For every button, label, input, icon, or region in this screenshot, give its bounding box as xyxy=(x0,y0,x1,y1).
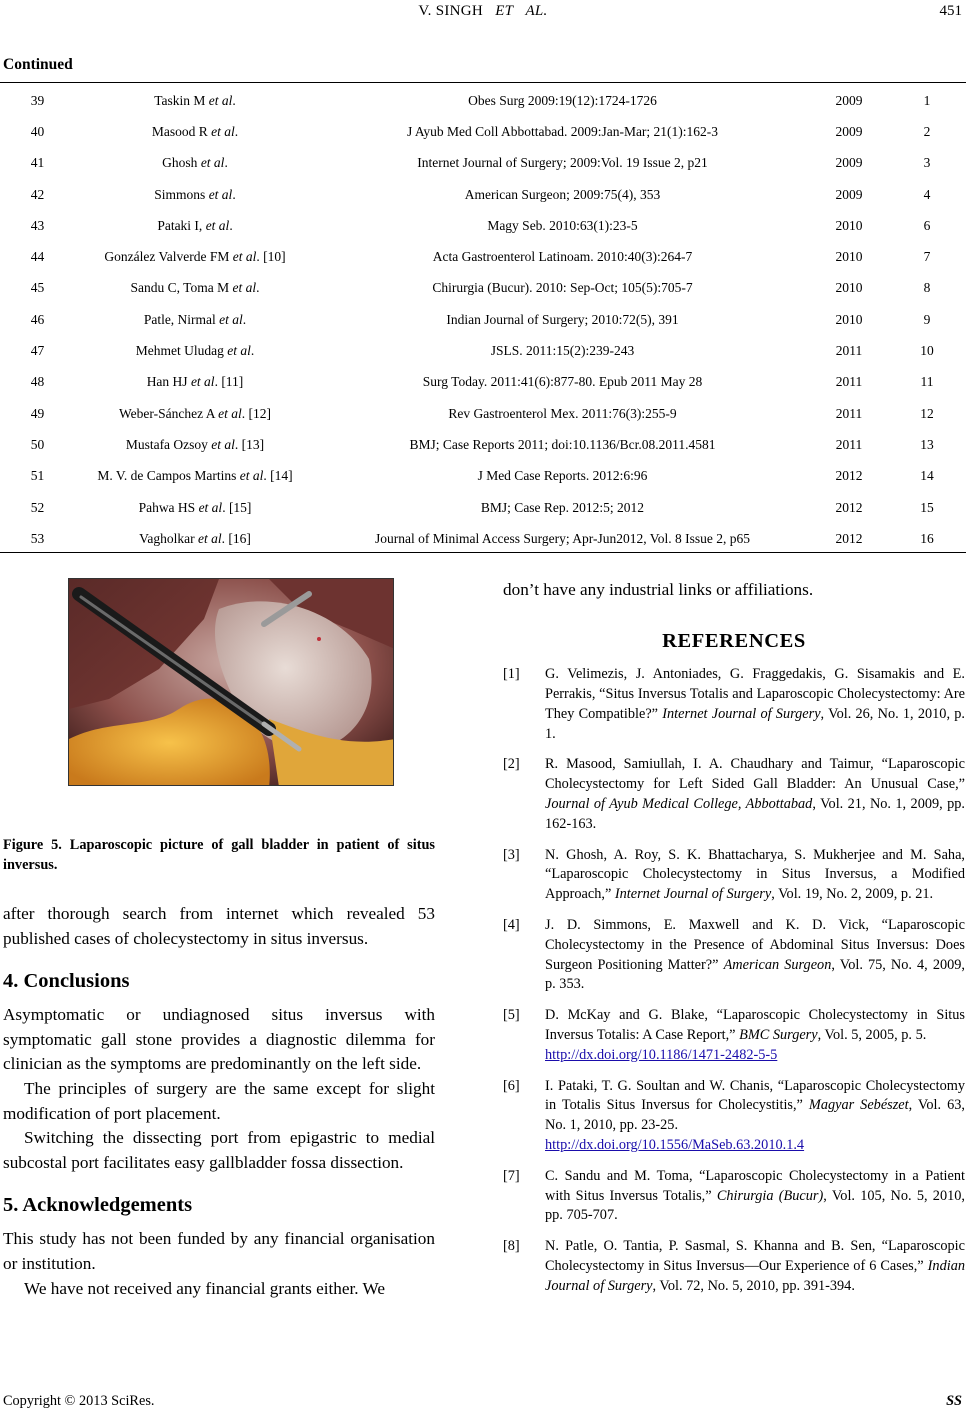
author-et-al: et al xyxy=(205,217,230,233)
reference-text xyxy=(545,916,965,995)
case-count-cell: 11 xyxy=(920,374,934,390)
body-paragraph: This study has not been funded by any financial organisation or institution. xyxy=(3,1229,435,1273)
reference-number: [5] xyxy=(503,1007,520,1024)
references-heading: REFERENCES xyxy=(662,629,806,652)
author-suffix: . [13] xyxy=(234,436,265,452)
author-cell xyxy=(75,116,315,147)
author-suffix: . [12] xyxy=(241,405,271,421)
case-number-cell: 48 xyxy=(30,374,45,390)
case-count-cell: 15 xyxy=(920,499,934,515)
author-et-al: et al xyxy=(227,343,251,359)
year-cell: 2011 xyxy=(835,343,863,359)
author-name: Han HJ xyxy=(146,374,188,390)
reference-authors-title: D. McKay and G. Blake, “Laparoscopic Cholecystectomy in Situs Inversus Totalis: A Case Report,” xyxy=(545,1007,965,1043)
references-list xyxy=(503,665,965,1296)
author-suffix: . xyxy=(232,186,236,202)
author-suffix: . [11] xyxy=(214,374,244,390)
author-name: Mehmet Uludag xyxy=(135,343,224,359)
reference-item xyxy=(503,1006,965,1065)
author-cell xyxy=(75,461,315,492)
case-count-cell: 8 xyxy=(923,280,931,296)
author-et-al: et al xyxy=(208,92,233,108)
case-count-cell: 10 xyxy=(920,343,934,359)
year-cell: 2012 xyxy=(835,468,863,484)
running-head xyxy=(0,0,966,24)
table-row xyxy=(0,241,966,272)
case-number-cell: 45 xyxy=(30,280,45,296)
reference-number: [8] xyxy=(503,1238,520,1255)
case-count-cell: 6 xyxy=(923,217,931,233)
source-cell: Chirurgia (Bucur). 2010: Sep-Oct; 105(5):705-7 xyxy=(432,280,693,296)
reference-item xyxy=(503,665,965,744)
case-number-cell: 50 xyxy=(30,436,45,452)
reference-journal: BMC Surgery xyxy=(739,1026,818,1043)
case-number-cell: 46 xyxy=(30,311,45,327)
author-cell xyxy=(75,335,315,366)
author-cell xyxy=(75,492,315,523)
reference-item xyxy=(503,1077,965,1156)
reference-journal: Internet Journal of Surgery xyxy=(662,705,821,722)
body-paragraph: The principles of surgery are the same except for slight modification of port placement. xyxy=(3,1078,435,1123)
case-count-cell: 2 xyxy=(923,123,931,139)
author-cell xyxy=(75,429,315,460)
author-et-al: et al xyxy=(200,155,225,171)
laparoscopic-photo xyxy=(69,579,394,786)
footer-copyright: Copyright © 2013 SciRes. xyxy=(3,1393,155,1409)
reference-details: , Vol. 21, No. 1, 2009, pp. 162-163. xyxy=(545,795,965,832)
reference-details: , Vol. 72, No. 5, 2010, pp. 391-394. xyxy=(652,1277,855,1294)
table-continued-label: Continued xyxy=(3,56,73,73)
case-count-cell: 12 xyxy=(920,405,934,421)
author-cell xyxy=(75,210,315,241)
reference-journal: Journal of Ayub Medical College, Abbottabad xyxy=(545,795,813,812)
reference-journal: American Surgeon xyxy=(723,956,832,973)
author-et-al: et al xyxy=(218,405,242,421)
author-cell xyxy=(75,304,315,335)
author-suffix: . xyxy=(229,217,233,233)
author-cell xyxy=(75,85,315,116)
author-suffix: . xyxy=(242,311,247,327)
reference-details: , Vol. 75, No. 4, 2009, p. 353. xyxy=(545,956,965,993)
author-name: Vagholkar xyxy=(139,530,195,546)
source-cell: Obes Surg 2009:19(12):1724-1726 xyxy=(468,92,657,108)
author-et-al: et al xyxy=(232,280,257,296)
reference-item xyxy=(503,916,965,995)
case-count-cell: 7 xyxy=(923,249,931,265)
source-cell: Indian Journal of Surgery; 2010:72(5), 391 xyxy=(446,311,679,327)
body-paragraph: don’t have any industrial links or affiliations. xyxy=(503,580,814,599)
author-cell xyxy=(75,398,315,429)
year-cell: 2009 xyxy=(835,186,863,202)
reference-journal: Chirurgia (Bucur) xyxy=(716,1187,824,1204)
author-name: Ghosh xyxy=(162,155,198,171)
source-cell: Surg Today. 2011:41(6):877-80. Epub 2011 May 28 xyxy=(422,374,703,390)
author-et-al: et al xyxy=(232,249,257,265)
reference-authors-title: J. D. Simmons, E. Maxwell and K. D. Vick, “Laparoscopic Cholecystectomy in the Presence of Abdominal Situs Inversus: Does Surgeon Positioning Matter?” xyxy=(545,916,965,973)
source-cell: Internet Journal of Surgery; 2009:Vol. 19 Issue 2, p21 xyxy=(417,155,708,171)
source-cell: J Med Case Reports. 2012:6:96 xyxy=(477,468,648,484)
reference-number: [3] xyxy=(503,846,520,863)
author-et-al: et al xyxy=(190,374,215,390)
body-paragraph: We have not received any financial grants either. We xyxy=(24,1278,386,1298)
author-name: Sandu C, Toma M xyxy=(130,280,230,296)
author-name: Patle, Nirmal xyxy=(143,311,216,327)
case-number-cell: 43 xyxy=(30,217,45,233)
case-number-cell: 44 xyxy=(30,249,45,265)
source-cell: Magy Seb. 2010:63(1):23-5 xyxy=(487,217,638,233)
year-cell: 2012 xyxy=(835,530,863,546)
reference-number: [4] xyxy=(503,916,520,933)
reference-doi-link[interactable]: http://dx.doi.org/10.1556/MaSeb.63.2010.1.4 xyxy=(545,1136,805,1153)
author-name: Mustafa Ozsoy xyxy=(125,436,208,452)
reference-details: , Vol. 63, No. 1, 2010, pp. 23-25. xyxy=(545,1097,965,1134)
author-suffix: . xyxy=(250,343,255,359)
author-suffix: . xyxy=(224,155,228,171)
case-number-cell: 42 xyxy=(30,186,45,202)
table-row xyxy=(0,367,966,398)
body-paragraph: after thorough search from internet which revealed 53 published cases of cholecystectomy in situs inversus. xyxy=(3,904,435,948)
author-et-al: et al xyxy=(198,499,223,515)
table-row xyxy=(0,179,966,210)
year-cell: 2012 xyxy=(835,499,863,515)
case-number-cell: 49 xyxy=(30,405,45,421)
author-suffix: . [10] xyxy=(256,249,286,265)
table-row xyxy=(0,492,966,523)
author-suffix: . [16] xyxy=(221,530,251,546)
reference-item xyxy=(503,1237,965,1296)
source-cell: American Surgeon; 2009:75(4), 353 xyxy=(464,186,661,202)
figure-caption: Figure 5. Laparoscopic picture of gall bladder in patient of situs inversus. xyxy=(3,837,435,873)
author-name: M. V. de Campos Martins xyxy=(97,468,237,484)
case-count-cell: 13 xyxy=(920,436,934,452)
source-cell: J Ayub Med Coll Abbottabad. 2009:Jan-Mar; 21(1):162-3 xyxy=(406,123,719,139)
year-cell: 2010 xyxy=(835,311,863,327)
table-row xyxy=(0,523,966,554)
source-cell: BMJ; Case Rep. 2012:5; 2012 xyxy=(480,499,645,515)
year-cell: 2010 xyxy=(835,217,863,233)
body-paragraph: Asymptomatic or undiagnosed situs inversus with symptomatic gall stone provides a diagnostic dilemma for clinician as the symptoms are predominantly on the left side. xyxy=(3,1005,435,1074)
reference-text xyxy=(545,755,965,834)
year-cell: 2010 xyxy=(835,249,863,265)
year-cell: 2009 xyxy=(835,155,863,171)
source-cell: Journal of Minimal Access Surgery; Apr-Jun2012, Vol. 8 Issue 2, p65 xyxy=(374,530,751,546)
case-count-cell: 1 xyxy=(923,92,931,108)
reference-authors-title: N. Ghosh, A. Roy, S. K. Bhattacharya, S. Mukherjee and M. Saha, “Laparoscopic Cholecystectomy in Situs Inversus, a Modified Approach,” xyxy=(545,846,965,903)
reference-text xyxy=(545,1167,965,1226)
case-count-cell: 3 xyxy=(923,155,931,171)
reference-details: , Vol. 105, No. 5, 2010, pp. 705-707. xyxy=(545,1187,965,1224)
cases-table-body xyxy=(0,85,966,554)
author-suffix: . xyxy=(256,280,260,296)
table-row xyxy=(0,398,966,429)
case-number-cell: 51 xyxy=(30,468,45,484)
case-count-cell: 14 xyxy=(920,468,934,484)
year-cell: 2009 xyxy=(835,123,863,139)
laparoscopic-figure-image xyxy=(68,578,394,786)
rh-author-name: V. SINGH xyxy=(418,3,484,19)
body-paragraph: Switching the dissecting port from epigastric to medial subcostal port facilitates easy gallbladder fossa dissection. xyxy=(3,1128,435,1172)
reference-doi-link[interactable]: http://dx.doi.org/10.1186/1471-2482-5-5 xyxy=(545,1046,778,1063)
author-name: Pataki I, xyxy=(157,217,203,233)
reference-details: , Vol. 26, No. 1, 2010, p. 1. xyxy=(545,705,965,742)
case-number-cell: 53 xyxy=(30,530,45,546)
case-number-cell: 40 xyxy=(30,123,45,139)
table-row xyxy=(0,429,966,460)
table-row xyxy=(0,210,966,241)
author-et-al: et al xyxy=(197,530,222,546)
year-cell: 2010 xyxy=(835,280,863,296)
reference-details: , Vol. 19, No. 2, 2009, p. 21. xyxy=(771,886,934,903)
footer-journal-abbrev: SS xyxy=(946,1393,962,1409)
reference-text xyxy=(545,1077,965,1156)
table-row xyxy=(0,335,966,366)
reference-authors-title: R. Masood, Samiullah, I. A. Chaudhary and Taimur, “Laparoscopic Cholecystectomy for Left Sided Gall Bladder: An Unusual Case,” xyxy=(545,756,965,793)
reference-item xyxy=(503,846,965,905)
year-cell: 2009 xyxy=(835,92,863,108)
author-name: Taskin M xyxy=(154,92,206,108)
author-cell xyxy=(75,273,315,304)
table-row xyxy=(0,85,966,116)
source-cell: Rev Gastroenterol Mex. 2011:76(3):255-9 xyxy=(448,405,677,421)
reference-number: [2] xyxy=(503,756,520,773)
table-row xyxy=(0,116,966,147)
author-name: González Valverde FM xyxy=(104,249,230,265)
page-number: 451 xyxy=(939,3,962,19)
table-row xyxy=(0,304,966,335)
rh-al: AL. xyxy=(525,3,548,19)
reference-number: [6] xyxy=(503,1077,520,1094)
table-row xyxy=(0,461,966,492)
section-heading-conclusions: 4. Conclusions xyxy=(3,970,130,993)
reference-text xyxy=(545,1006,965,1065)
reference-journal: Magyar Sebészet xyxy=(808,1097,909,1114)
reference-text xyxy=(545,1237,965,1296)
reference-number: [1] xyxy=(503,666,520,683)
reference-authors-title: C. Sandu and M. Toma, “Laparoscopic Cholecystectomy in a Patient with Situs Inversus Totalis,” xyxy=(545,1167,965,1204)
case-number-cell: 52 xyxy=(30,499,45,515)
reference-number: [7] xyxy=(503,1167,520,1184)
author-name: Weber-Sánchez A xyxy=(119,405,215,421)
reference-text xyxy=(545,846,965,905)
reference-journal: Internet Journal of Surgery xyxy=(614,886,772,903)
case-number-cell: 39 xyxy=(30,92,45,108)
case-count-cell: 4 xyxy=(923,186,931,202)
reference-item xyxy=(503,1167,965,1226)
running-head-authors xyxy=(0,3,966,20)
reference-text xyxy=(545,665,965,744)
author-cell xyxy=(75,523,315,554)
author-suffix: . xyxy=(232,92,236,108)
author-et-al: et al xyxy=(211,123,235,139)
author-cell xyxy=(75,148,315,179)
table-row xyxy=(0,273,966,304)
table-row xyxy=(0,148,966,179)
author-name: Pahwa HS xyxy=(138,499,196,515)
author-cell xyxy=(75,241,315,272)
reference-details: , Vol. 5, 2005, p. 5. xyxy=(817,1026,927,1043)
left-column xyxy=(3,902,435,1301)
year-cell: 2011 xyxy=(835,374,863,390)
author-et-al: et al xyxy=(219,311,243,327)
author-et-al: et al xyxy=(239,468,264,484)
year-cell: 2011 xyxy=(835,436,863,452)
reference-item xyxy=(503,755,965,834)
author-et-al: et al xyxy=(208,186,233,202)
author-suffix: . [15] xyxy=(222,499,252,515)
source-cell: Acta Gastroenterol Latinoam. 2010:40(3):264-7 xyxy=(432,249,693,265)
source-cell: JSLS. 2011:15(2):239-243 xyxy=(490,343,635,359)
case-number-cell: 47 xyxy=(30,343,45,359)
reference-authors-title: N. Patle, O. Tantia, P. Sasmal, S. Khanna and B. Sen, “Laparoscopic Cholecystectomy in Situs Inversus—Our Experience of 6 Cases,” xyxy=(545,1238,965,1274)
author-suffix: . xyxy=(234,123,239,139)
year-cell: 2011 xyxy=(835,405,863,421)
author-cell xyxy=(75,367,315,398)
case-number-cell: 41 xyxy=(30,155,45,171)
section-heading-acknowledgements: 5. Acknowledgements xyxy=(3,1194,193,1217)
author-et-al: et al xyxy=(211,436,235,452)
table-bottom-rule xyxy=(0,552,966,553)
author-cell xyxy=(75,179,315,210)
cases-table xyxy=(0,85,966,554)
author-suffix: . [14] xyxy=(263,468,293,484)
reference-authors-title: I. Pataki, T. G. Soultan and W. Chanis, “Laparoscopic Cholecystectomy in Totalis Situs Inversus for Cholecystitis,” xyxy=(545,1077,965,1114)
table-top-rule xyxy=(0,82,966,83)
author-name: Masood R xyxy=(151,123,208,139)
author-name: Simmons xyxy=(154,186,206,202)
source-cell: BMJ; Case Reports 2011; doi:10.1136/Bcr.08.2011.4581 xyxy=(409,436,716,452)
reference-authors-title: G. Velimezis, J. Antoniades, G. Fraggedakis, G. Sisamakis and E. Perrakis, “Situs Inversus Totalis and Laparoscopic Cholecystectomy: Are They Compatible?” xyxy=(545,666,965,722)
rh-et: ET xyxy=(495,3,514,19)
right-column xyxy=(503,578,965,1308)
case-count-cell: 16 xyxy=(920,530,934,546)
reference-journal: Indian Journal of Surgery xyxy=(545,1257,965,1294)
case-count-cell: 9 xyxy=(923,311,931,327)
